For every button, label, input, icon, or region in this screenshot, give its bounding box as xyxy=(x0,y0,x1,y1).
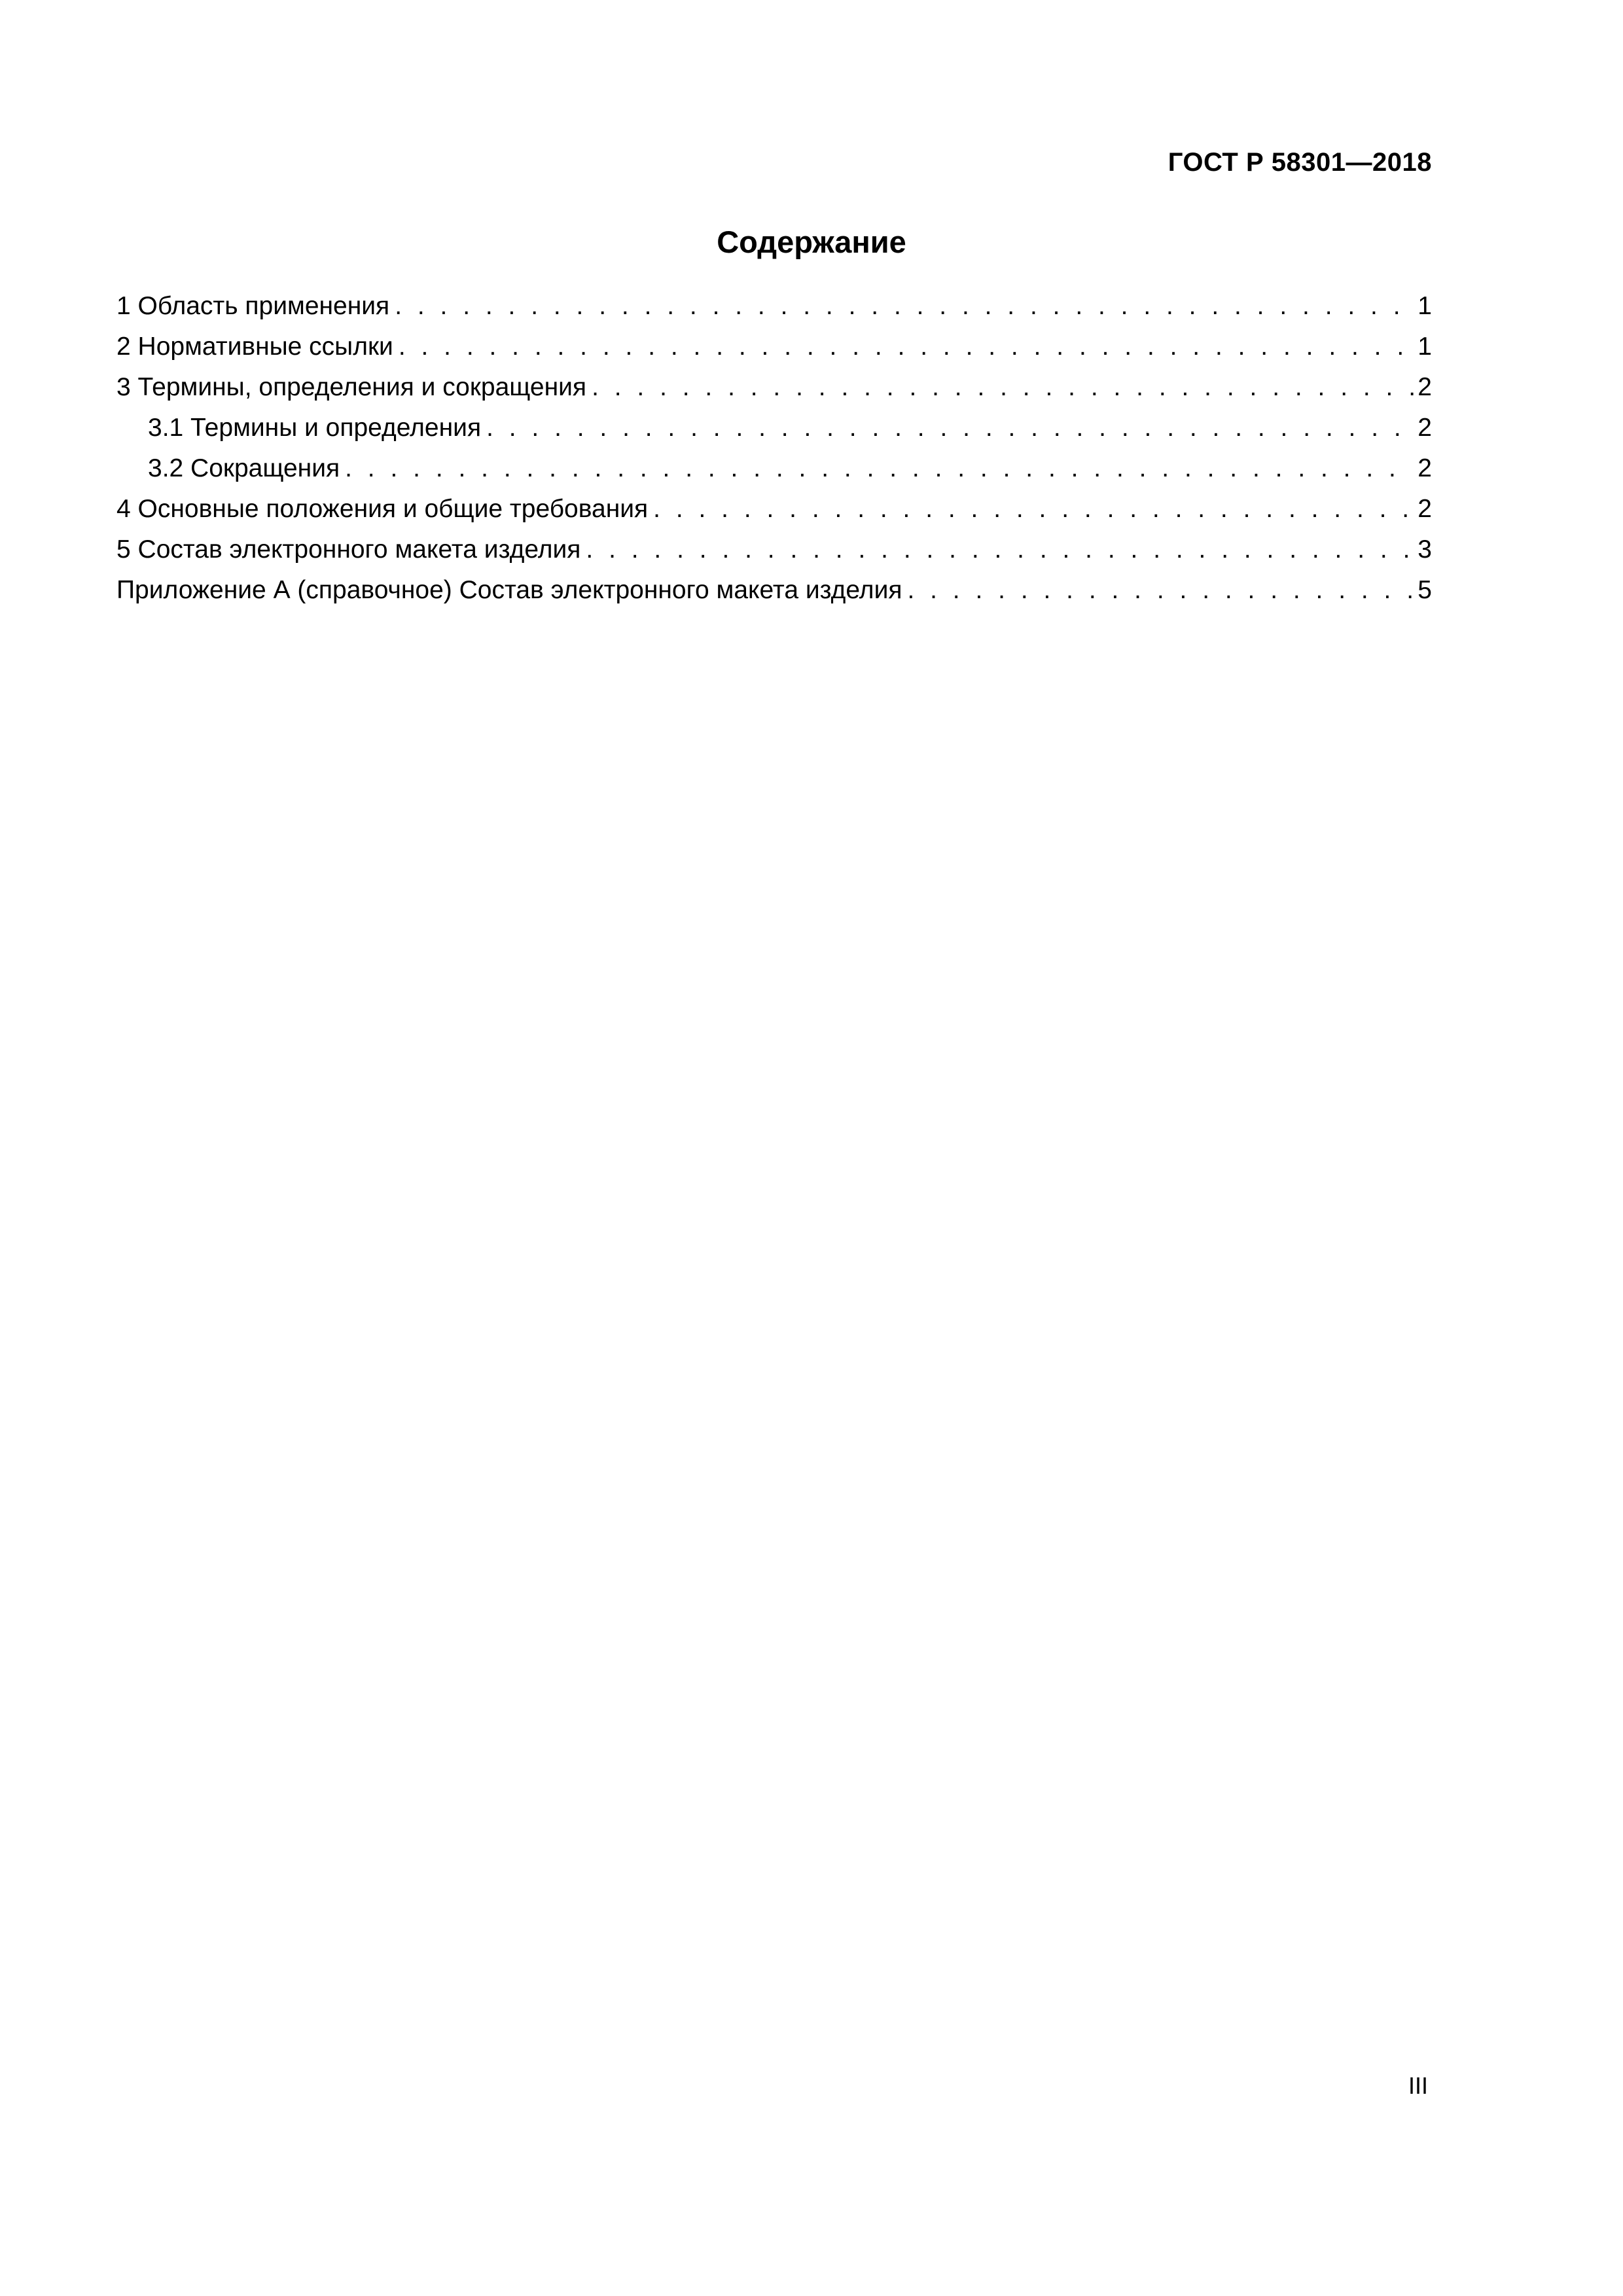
toc-entry-page: 2 xyxy=(1418,373,1432,401)
toc-entry-label: Приложение А (справочное) Состав электронного макета изделия xyxy=(116,576,902,604)
toc-title: Содержание xyxy=(717,224,906,259)
toc-leader-dots xyxy=(395,292,1414,321)
document-code: ГОСТ Р 58301—2018 xyxy=(1168,148,1432,177)
toc-entry-label: 2 Нормативные ссылки xyxy=(116,332,393,361)
toc-entry-general-provisions[interactable] xyxy=(116,495,1432,535)
toc-leader-dots xyxy=(486,414,1414,442)
page-number: III xyxy=(1408,2072,1428,2099)
toc-leader-dots xyxy=(399,332,1414,361)
toc-entry-page: 1 xyxy=(1418,332,1432,361)
toc-leader-dots xyxy=(653,495,1414,524)
toc-entry-electronic-mockup-composition[interactable] xyxy=(116,535,1432,576)
table-of-contents xyxy=(116,292,1432,617)
toc-entry-label: 4 Основные положения и общие требования xyxy=(116,495,649,523)
toc-entry-label: 5 Состав электронного макета изделия xyxy=(116,535,581,564)
toc-entry-page: 5 xyxy=(1418,576,1432,604)
toc-entry-abbreviations[interactable] xyxy=(116,454,1432,495)
toc-entry-normative-references[interactable] xyxy=(116,332,1432,373)
toc-entry-label: 3.1 Термины и определения xyxy=(148,414,482,442)
toc-entry-label: 1 Область применения xyxy=(116,292,390,320)
toc-entry-page: 2 xyxy=(1418,414,1432,442)
toc-leader-dots xyxy=(907,576,1414,605)
toc-entry-terms-definitions-abbreviations[interactable] xyxy=(116,373,1432,414)
toc-entry-page: 2 xyxy=(1418,454,1432,482)
toc-entry-page: 2 xyxy=(1418,495,1432,523)
toc-entry-terms-definitions[interactable] xyxy=(116,414,1432,454)
toc-leader-dots xyxy=(345,454,1414,483)
toc-entry-label: 3 Термины, определения и сокращения xyxy=(116,373,587,401)
toc-leader-dots xyxy=(586,535,1414,564)
toc-leader-dots xyxy=(592,373,1414,402)
toc-entry-appendix-a[interactable] xyxy=(116,576,1432,617)
toc-entry-label: 3.2 Сокращения xyxy=(148,454,340,482)
toc-entry-scope[interactable] xyxy=(116,292,1432,332)
toc-entry-page: 3 xyxy=(1418,535,1432,564)
toc-entry-page: 1 xyxy=(1418,292,1432,320)
